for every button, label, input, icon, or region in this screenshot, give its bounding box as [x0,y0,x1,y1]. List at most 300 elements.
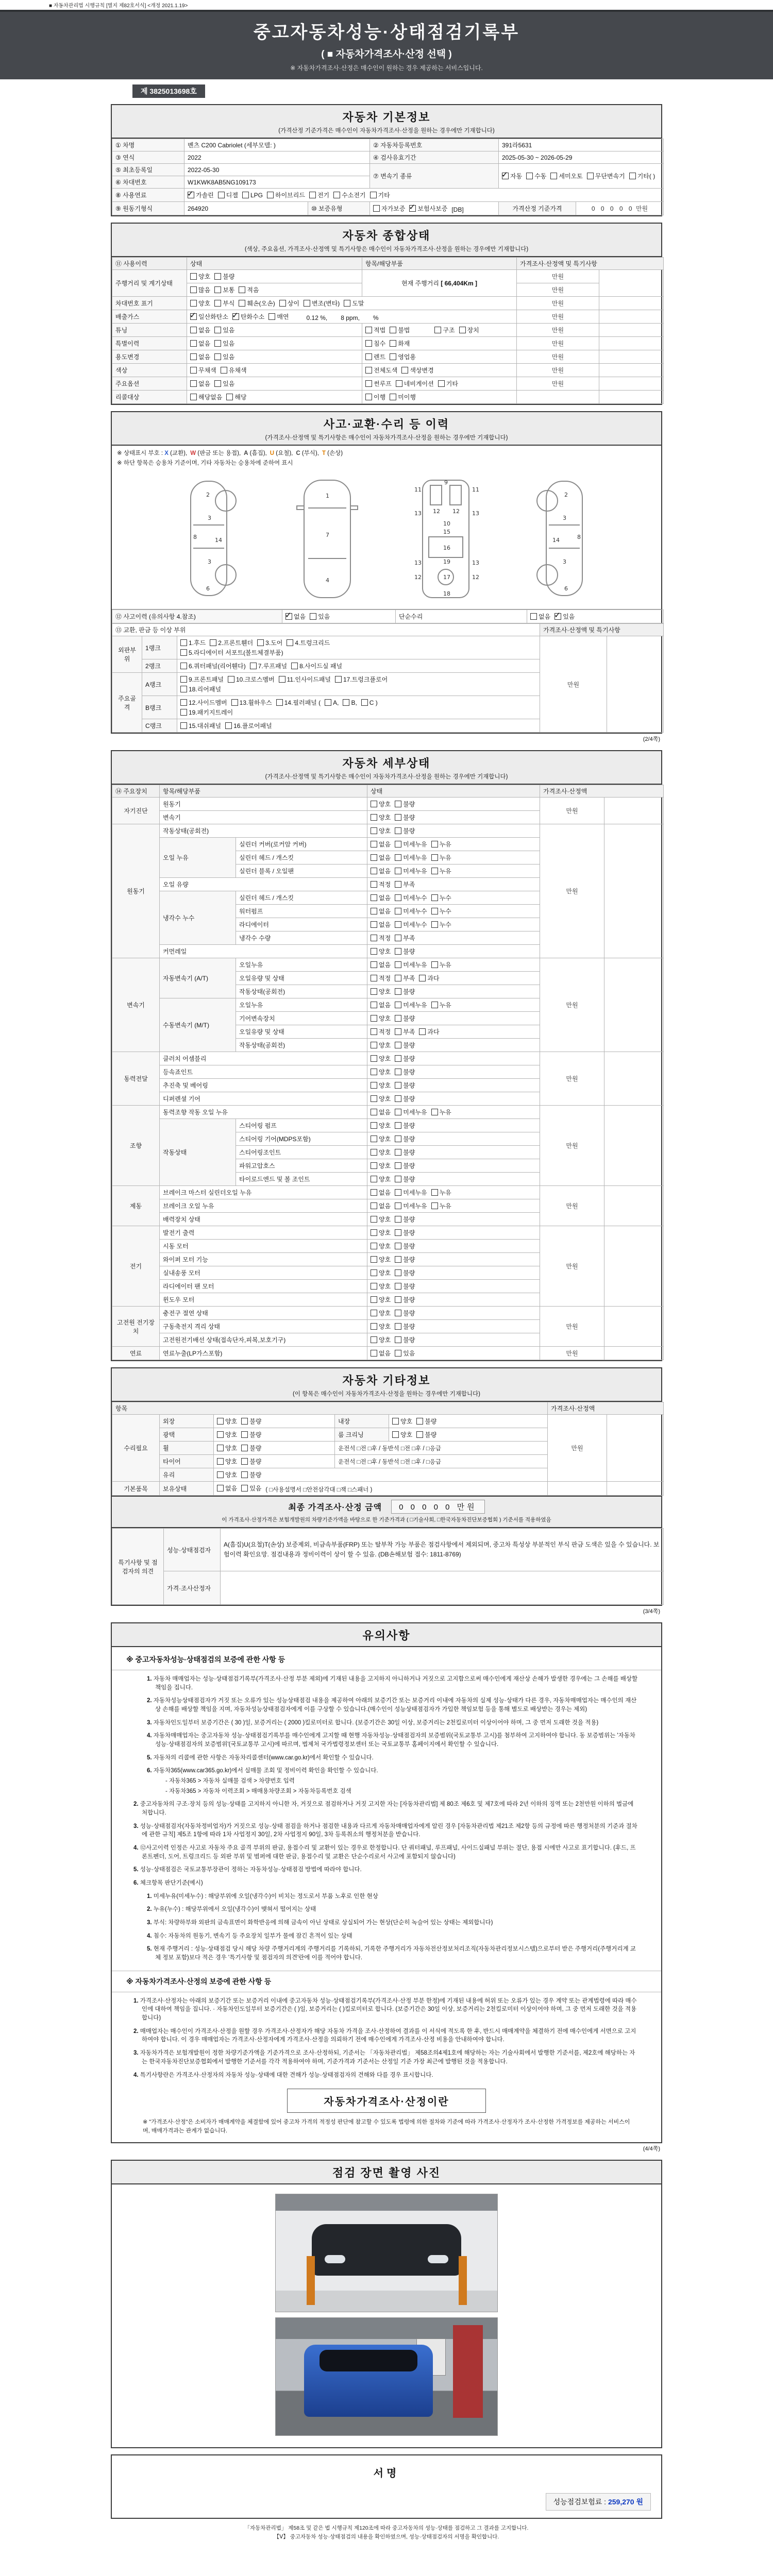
checkbox-option[interactable]: 불량 [214,272,234,281]
checkbox-option[interactable]: 양호 [371,1335,391,1344]
checkbox-option[interactable]: 불량 [241,1430,261,1439]
checkbox-option[interactable]: 침수 [365,339,385,348]
unchecked-checkbox-icon[interactable] [190,300,197,307]
checkbox-option[interactable]: 양호 [217,1470,237,1479]
unchecked-checkbox-icon[interactable] [228,676,234,683]
unchecked-checkbox-icon[interactable] [267,192,274,198]
unchecked-checkbox-icon[interactable] [214,340,221,347]
unchecked-checkbox-icon[interactable] [530,613,537,620]
unchecked-checkbox-icon[interactable] [395,1216,401,1223]
checkbox-option[interactable]: 상이 [279,299,299,308]
unchecked-checkbox-icon[interactable] [325,699,331,706]
unchecked-checkbox-icon[interactable] [395,1122,401,1129]
unchecked-checkbox-icon[interactable] [371,961,377,968]
unchecked-checkbox-icon[interactable] [395,801,401,807]
checkbox-option[interactable]: ✓ 있음 [554,612,575,621]
unchecked-checkbox-icon[interactable] [371,1109,377,1115]
checkbox-option[interactable]: 불량 [241,1444,261,1452]
checkbox-option[interactable]: 없음 [217,1484,237,1493]
checkbox-option[interactable]: 많음 [190,285,210,294]
checkbox-option[interactable]: 해당없음 [190,393,222,401]
checkbox-option[interactable]: 불량 [395,1215,415,1224]
unchecked-checkbox-icon[interactable] [371,868,377,874]
checkbox-option[interactable]: 불량 [395,1121,415,1130]
checkbox-option[interactable]: 불량 [395,1041,415,1049]
unchecked-checkbox-icon[interactable] [431,1189,438,1196]
checkbox-option[interactable]: 유채색 [221,366,247,375]
unchecked-checkbox-icon[interactable] [395,961,401,968]
checkbox-option[interactable]: 훼손(오손) [239,299,275,308]
checkbox-option[interactable]: 불량 [416,1417,436,1426]
unchecked-checkbox-icon[interactable] [279,300,286,307]
unchecked-checkbox-icon[interactable] [392,1418,399,1425]
checkbox-option[interactable]: 불량 [395,1014,415,1023]
checkbox-option[interactable]: 13.휠하우스 [231,698,272,707]
unchecked-checkbox-icon[interactable] [371,1028,377,1035]
checkbox-option[interactable]: 17.트렁크플로어 [335,675,388,684]
checkbox-option[interactable]: 양호 [371,1148,391,1157]
checkbox-option[interactable]: B, [343,699,357,706]
checkbox-option[interactable]: 부족 [395,1027,415,1036]
unchecked-checkbox-icon[interactable] [371,894,377,901]
checkbox-option[interactable]: 양호 [371,1161,391,1170]
unchecked-checkbox-icon[interactable] [395,935,401,941]
checkbox-option[interactable]: ✓ 자동 [502,172,522,180]
checkbox-option[interactable]: 없음 [371,867,391,875]
unchecked-checkbox-icon[interactable] [395,1069,401,1075]
checkbox-option[interactable]: 누유 [431,1001,451,1009]
unchecked-checkbox-icon[interactable] [279,676,285,683]
checkbox-option[interactable]: 양호 [371,1242,391,1250]
unchecked-checkbox-icon[interactable] [395,1229,401,1236]
checkbox-option[interactable]: 미세누수 [395,920,427,929]
unchecked-checkbox-icon[interactable] [395,1243,401,1249]
unchecked-checkbox-icon[interactable] [287,639,293,646]
unchecked-checkbox-icon[interactable] [371,1136,377,1142]
unchecked-checkbox-icon[interactable] [371,1082,377,1089]
unchecked-checkbox-icon[interactable] [217,1458,224,1465]
checkbox-option[interactable]: 불량 [395,987,415,996]
unchecked-checkbox-icon[interactable] [401,367,408,374]
checkbox-option[interactable]: 없음 [190,339,210,348]
checkbox-option[interactable]: 구조 [434,326,455,334]
checkbox-option[interactable]: 불량 [395,1268,415,1277]
checkbox-option[interactable]: 불량 [395,1295,415,1304]
checkbox-option[interactable]: 세미오토 [550,172,582,180]
checked-checkbox-icon[interactable] [188,192,194,198]
unchecked-checkbox-icon[interactable] [365,340,372,347]
checkbox-option[interactable]: 불법 [390,326,410,334]
unchecked-checkbox-icon[interactable] [371,827,377,834]
unchecked-checkbox-icon[interactable] [395,841,401,848]
checkbox-option[interactable]: 누유 [431,840,451,849]
checkbox-option[interactable]: 미세누유 [395,853,427,862]
unchecked-checkbox-icon[interactable] [190,286,197,293]
checkbox-option[interactable]: 누유 [431,960,451,969]
checkbox-option[interactable]: 15.대쉬패널 [180,721,221,730]
checkbox-option[interactable]: 양호 [371,1215,391,1224]
checkbox-option[interactable]: 전체도색 [365,366,397,375]
unchecked-checkbox-icon[interactable] [395,1042,401,1048]
unchecked-checkbox-icon[interactable] [371,1243,377,1249]
checkbox-option[interactable]: ✓ 일산화탄소 [190,312,228,321]
checked-checkbox-icon[interactable] [554,613,561,620]
checkbox-option[interactable]: 부족 [395,880,415,889]
unchecked-checkbox-icon[interactable] [395,1283,401,1290]
checkbox-option[interactable]: 누수 [431,920,451,929]
unchecked-checkbox-icon[interactable] [344,300,350,307]
unchecked-checkbox-icon[interactable] [390,327,396,333]
unchecked-checkbox-icon[interactable] [550,173,557,179]
unchecked-checkbox-icon[interactable] [231,699,238,706]
checkbox-option[interactable]: 양호 [371,1175,391,1183]
checkbox-option[interactable]: 양호 [371,1295,391,1304]
checkbox-option[interactable]: 불량 [395,1322,415,1331]
checkbox-option[interactable]: 없음 [371,1108,391,1116]
unchecked-checkbox-icon[interactable] [395,1082,401,1089]
unchecked-checkbox-icon[interactable] [218,192,225,198]
unchecked-checkbox-icon[interactable] [371,1042,377,1048]
checkbox-option[interactable]: 불량 [395,1161,415,1170]
unchecked-checkbox-icon[interactable] [371,1055,377,1062]
checkbox-option[interactable]: 무단변속기 [587,172,625,180]
checkbox-option[interactable]: 양호 [371,1255,391,1264]
checkbox-option[interactable]: 없음 [190,352,210,361]
unchecked-checkbox-icon[interactable] [309,192,316,198]
checkbox-option[interactable]: 양호 [371,1094,391,1103]
unchecked-checkbox-icon[interactable] [241,1418,248,1425]
checkbox-option[interactable]: 불량 [395,1335,415,1344]
unchecked-checkbox-icon[interactable] [180,676,187,683]
unchecked-checkbox-icon[interactable] [217,1418,224,1425]
checkbox-option[interactable]: 보통 [214,285,234,294]
unchecked-checkbox-icon[interactable] [180,639,187,646]
unchecked-checkbox-icon[interactable] [371,1350,377,1357]
unchecked-checkbox-icon[interactable] [371,854,377,861]
checkbox-option[interactable]: 전기 [309,191,329,199]
unchecked-checkbox-icon[interactable] [395,1015,401,1022]
unchecked-checkbox-icon[interactable] [371,908,377,914]
unchecked-checkbox-icon[interactable] [371,1176,377,1182]
checkbox-option[interactable]: 불량 [395,1081,415,1090]
unchecked-checkbox-icon[interactable] [395,908,401,914]
unchecked-checkbox-icon[interactable] [371,1122,377,1129]
unchecked-checkbox-icon[interactable] [371,1069,377,1075]
unchecked-checkbox-icon[interactable] [395,1136,401,1142]
checkbox-option[interactable]: 없음 [371,960,391,969]
checkbox-option[interactable]: 불량 [241,1417,261,1426]
unchecked-checkbox-icon[interactable] [395,975,401,981]
checkbox-option[interactable]: 부식 [214,299,234,308]
checkbox-option[interactable]: 12.사이드멤버 [180,698,227,707]
checkbox-option[interactable]: 3.도어 [257,638,282,647]
unchecked-checkbox-icon[interactable] [190,353,197,360]
unchecked-checkbox-icon[interactable] [268,313,275,320]
unchecked-checkbox-icon[interactable] [190,327,197,333]
unchecked-checkbox-icon[interactable] [395,854,401,861]
unchecked-checkbox-icon[interactable] [371,1002,377,1008]
checkbox-option[interactable]: 기타 [438,379,458,388]
unchecked-checkbox-icon[interactable] [395,1149,401,1156]
checkbox-option[interactable]: 양호 [371,800,391,808]
checkbox-option[interactable]: 불량 [395,1148,415,1157]
unchecked-checkbox-icon[interactable] [333,192,340,198]
unchecked-checkbox-icon[interactable] [431,1109,438,1115]
unchecked-checkbox-icon[interactable] [395,1202,401,1209]
checkbox-option[interactable]: 있음 [241,1484,261,1493]
unchecked-checkbox-icon[interactable] [395,868,401,874]
checkbox-option[interactable]: 양호 [392,1417,412,1426]
unchecked-checkbox-icon[interactable] [190,367,197,374]
unchecked-checkbox-icon[interactable] [392,1431,399,1438]
unchecked-checkbox-icon[interactable] [459,327,466,333]
unchecked-checkbox-icon[interactable] [390,394,396,400]
checkbox-option[interactable]: 누유 [431,867,451,875]
unchecked-checkbox-icon[interactable] [431,908,438,914]
unchecked-checkbox-icon[interactable] [371,935,377,941]
unchecked-checkbox-icon[interactable] [365,394,372,400]
checkbox-option[interactable]: 미세누유 [395,1108,427,1116]
checkbox-option[interactable]: 불량 [395,1094,415,1103]
unchecked-checkbox-icon[interactable] [395,1350,401,1357]
checkbox-option[interactable]: 과다 [419,974,439,982]
unchecked-checkbox-icon[interactable] [371,1149,377,1156]
unchecked-checkbox-icon[interactable] [419,1028,426,1035]
checkbox-option[interactable]: 1.후드 [180,638,206,647]
checkbox-option[interactable]: 적법 [365,326,385,334]
checkbox-option[interactable]: 렌트 [365,352,385,361]
checkbox-option[interactable]: 불량 [395,1134,415,1143]
unchecked-checkbox-icon[interactable] [395,1323,401,1330]
checkbox-option[interactable]: 없음 [371,920,391,929]
unchecked-checkbox-icon[interactable] [361,699,368,706]
unchecked-checkbox-icon[interactable] [214,380,221,387]
unchecked-checkbox-icon[interactable] [217,1445,224,1451]
checkbox-option[interactable]: 자가보증 [373,204,405,213]
unchecked-checkbox-icon[interactable] [371,975,377,981]
unchecked-checkbox-icon[interactable] [396,380,402,387]
checkbox-option[interactable]: 없음 [371,1001,391,1009]
checkbox-option[interactable]: 양호 [371,1268,391,1277]
checkbox-option[interactable]: 없음 [190,326,210,334]
unchecked-checkbox-icon[interactable] [371,1269,377,1276]
checkbox-option[interactable]: 양호 [371,826,391,835]
unchecked-checkbox-icon[interactable] [431,1002,438,1008]
checkbox-option[interactable]: 적정 [371,934,391,942]
checkbox-option[interactable]: 양호 [371,1134,391,1143]
unchecked-checkbox-icon[interactable] [395,1109,401,1115]
checkbox-option[interactable]: 양호 [371,1309,391,1317]
checkbox-option[interactable]: 양호 [371,947,391,956]
unchecked-checkbox-icon[interactable] [371,1189,377,1196]
checkbox-option[interactable]: 불량 [395,1175,415,1183]
unchecked-checkbox-icon[interactable] [241,1445,248,1451]
checkbox-option[interactable]: 해당 [226,393,246,401]
checkbox-option[interactable]: 불량 [395,1067,415,1076]
unchecked-checkbox-icon[interactable] [291,663,298,669]
unchecked-checkbox-icon[interactable] [371,1095,377,1102]
checkbox-option[interactable]: 매연 [268,312,289,321]
unchecked-checkbox-icon[interactable] [431,894,438,901]
checkbox-option[interactable]: 양호 [371,1121,391,1130]
unchecked-checkbox-icon[interactable] [431,921,438,928]
unchecked-checkbox-icon[interactable] [214,300,221,307]
unchecked-checkbox-icon[interactable] [241,1485,248,1492]
checkbox-option[interactable]: 불량 [395,1309,415,1317]
checkbox-option[interactable]: 미세누수 [395,907,427,916]
checkbox-option[interactable]: 수동 [526,172,546,180]
checkbox-option[interactable]: 없음 [371,1201,391,1210]
checkbox-option[interactable]: 9.프론트패널 [180,675,224,684]
unchecked-checkbox-icon[interactable] [416,1418,423,1425]
checkbox-option[interactable]: 불량 [241,1457,261,1466]
checkbox-option[interactable]: 6.쿼터패널(리어휀다) [180,662,246,670]
unchecked-checkbox-icon[interactable] [431,1202,438,1209]
unchecked-checkbox-icon[interactable] [431,868,438,874]
checkbox-option[interactable]: 양호 [371,1228,391,1237]
checkbox-option[interactable]: 불량 [395,813,415,822]
checkbox-option[interactable]: A, [325,699,339,706]
unchecked-checkbox-icon[interactable] [395,1336,401,1343]
unchecked-checkbox-icon[interactable] [438,380,445,387]
checkbox-option[interactable]: ✓ 가솔린 [188,191,214,199]
unchecked-checkbox-icon[interactable] [365,367,372,374]
checkbox-option[interactable]: 적음 [239,285,259,294]
checkbox-option[interactable]: 기타 [370,191,390,199]
checkbox-option[interactable]: 있음 [214,339,234,348]
unchecked-checkbox-icon[interactable] [241,1458,248,1465]
unchecked-checkbox-icon[interactable] [180,699,187,706]
checked-checkbox-icon[interactable] [502,173,509,179]
checkbox-option[interactable]: 불량 [395,1228,415,1237]
checkbox-option[interactable]: ✓ 탄화수소 [232,312,264,321]
unchecked-checkbox-icon[interactable] [371,1216,377,1223]
checkbox-option[interactable]: 양호 [217,1430,237,1439]
unchecked-checkbox-icon[interactable] [239,300,245,307]
unchecked-checkbox-icon[interactable] [395,921,401,928]
checkbox-option[interactable]: 7.루프패널 [250,662,287,670]
unchecked-checkbox-icon[interactable] [395,827,401,834]
checkbox-option[interactable]: 양호 [371,1054,391,1063]
checkbox-option[interactable]: 불량 [395,1054,415,1063]
unchecked-checkbox-icon[interactable] [190,340,197,347]
unchecked-checkbox-icon[interactable] [180,722,187,729]
checkbox-option[interactable]: 없음 [371,1188,391,1197]
unchecked-checkbox-icon[interactable] [365,327,372,333]
checkbox-option[interactable]: 불량 [395,1255,415,1264]
checkbox-option[interactable]: 있음 [310,612,330,621]
unchecked-checkbox-icon[interactable] [395,1162,401,1169]
unchecked-checkbox-icon[interactable] [180,686,187,692]
unchecked-checkbox-icon[interactable] [371,1296,377,1303]
unchecked-checkbox-icon[interactable] [239,286,245,293]
unchecked-checkbox-icon[interactable] [395,1055,401,1062]
unchecked-checkbox-icon[interactable] [395,1256,401,1263]
unchecked-checkbox-icon[interactable] [190,380,197,387]
unchecked-checkbox-icon[interactable] [395,894,401,901]
unchecked-checkbox-icon[interactable] [217,1431,224,1438]
unchecked-checkbox-icon[interactable] [371,1283,377,1290]
checkbox-option[interactable]: 미세누유 [395,840,427,849]
checkbox-option[interactable]: 누유 [431,853,451,862]
unchecked-checkbox-icon[interactable] [371,1229,377,1236]
checkbox-option[interactable]: 미세누유 [395,867,427,875]
checkbox-option[interactable]: 없음 [371,840,391,849]
checkbox-option[interactable]: 미세누수 [395,893,427,902]
unchecked-checkbox-icon[interactable] [214,327,221,333]
checkbox-option[interactable]: 미세누유 [395,1001,427,1009]
checkbox-option[interactable]: 양호 [371,1041,391,1049]
checkbox-option[interactable]: 양호 [371,1322,391,1331]
unchecked-checkbox-icon[interactable] [395,948,401,955]
checkbox-option[interactable]: 색상변경 [401,366,433,375]
checked-checkbox-icon[interactable] [285,613,292,620]
checkbox-option[interactable]: 14.필러패널 ( [276,698,321,707]
unchecked-checkbox-icon[interactable] [373,205,380,212]
checkbox-option[interactable]: 누유 [431,1188,451,1197]
checkbox-option[interactable]: 불량 [395,800,415,808]
checkbox-option[interactable]: 불량 [395,947,415,956]
unchecked-checkbox-icon[interactable] [390,353,396,360]
checkbox-option[interactable]: 미세누유 [395,960,427,969]
checkbox-option[interactable]: 불량 [395,1242,415,1250]
unchecked-checkbox-icon[interactable] [250,663,257,669]
unchecked-checkbox-icon[interactable] [225,722,232,729]
checkbox-option[interactable]: 누수 [431,893,451,902]
checkbox-option[interactable]: 불량 [416,1430,436,1439]
unchecked-checkbox-icon[interactable] [226,394,233,400]
unchecked-checkbox-icon[interactable] [241,1471,248,1478]
unchecked-checkbox-icon[interactable] [214,273,221,280]
checkbox-option[interactable]: 5.라디에이터 서포트(볼트체결부품) [180,648,283,657]
checkbox-option[interactable]: 누유 [431,1201,451,1210]
checkbox-option[interactable]: 8.사이드실 패널 [291,662,342,670]
unchecked-checkbox-icon[interactable] [180,663,187,669]
unchecked-checkbox-icon[interactable] [241,1431,248,1438]
unchecked-checkbox-icon[interactable] [371,988,377,995]
unchecked-checkbox-icon[interactable] [395,1189,401,1196]
checkbox-option[interactable]: 무채색 [190,366,216,375]
unchecked-checkbox-icon[interactable] [587,173,594,179]
unchecked-checkbox-icon[interactable] [343,699,349,706]
checkbox-option[interactable]: 수소전기 [333,191,365,199]
unchecked-checkbox-icon[interactable] [371,1256,377,1263]
unchecked-checkbox-icon[interactable] [390,340,396,347]
checkbox-option[interactable]: 미세누유 [395,1201,427,1210]
unchecked-checkbox-icon[interactable] [431,841,438,848]
checkbox-option[interactable]: 양호 [371,1014,391,1023]
unchecked-checkbox-icon[interactable] [395,1095,401,1102]
checkbox-option[interactable]: 18.리어패널 [180,685,221,693]
checkbox-option[interactable]: 양호 [371,1067,391,1076]
checkbox-option[interactable]: 적정 [371,880,391,889]
unchecked-checkbox-icon[interactable] [304,300,310,307]
unchecked-checkbox-icon[interactable] [431,854,438,861]
unchecked-checkbox-icon[interactable] [431,961,438,968]
checkbox-option[interactable]: 없음 [371,907,391,916]
checkbox-option[interactable]: 적정 [371,1027,391,1036]
unchecked-checkbox-icon[interactable] [190,394,197,400]
checkbox-option[interactable]: 19.패키지트레이 [180,708,233,717]
unchecked-checkbox-icon[interactable] [365,353,372,360]
unchecked-checkbox-icon[interactable] [214,353,221,360]
checkbox-option[interactable]: 누수 [431,907,451,916]
checkbox-option[interactable]: 4.트렁크리드 [287,638,330,647]
unchecked-checkbox-icon[interactable] [371,1015,377,1022]
checkbox-option[interactable]: 없음 [371,853,391,862]
checked-checkbox-icon[interactable] [232,313,239,320]
checkbox-option[interactable]: 16.플로어패널 [225,721,272,730]
